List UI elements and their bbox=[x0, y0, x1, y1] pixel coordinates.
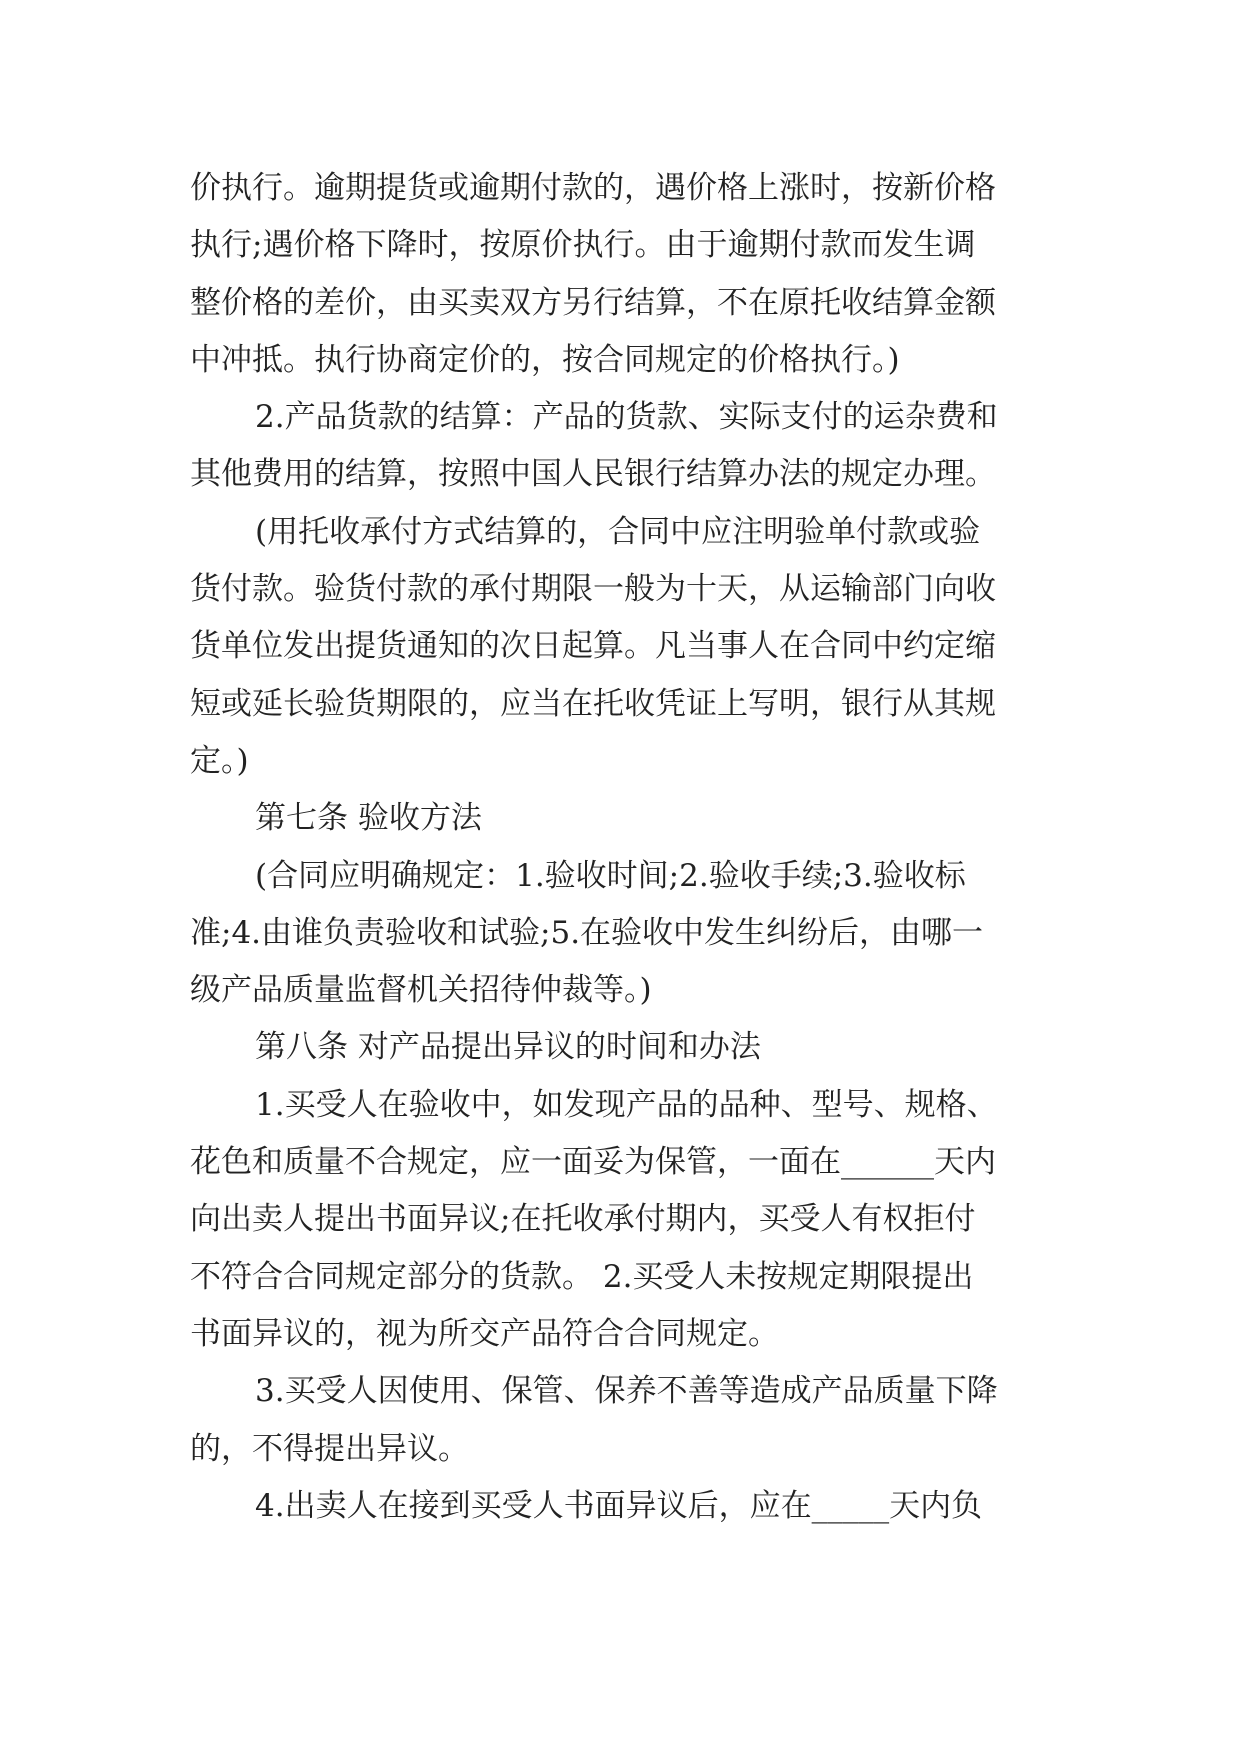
text-line: 不符合合同规定部分的货款。 2.买受人未按规定期限提出 bbox=[190, 1258, 974, 1295]
text-line: 1.买受人在验收中，如发现产品的品种、型号、规格、 bbox=[255, 1086, 998, 1123]
text-line: 第七条 验收方法 bbox=[255, 800, 482, 837]
text-line: (合同应明确规定：1.验收时间;2.验收手续;3.验收标 bbox=[255, 857, 966, 894]
text-line: 定。) bbox=[190, 742, 249, 779]
paragraph bbox=[190, 1363, 1070, 1478]
text-line: 货单位发出提货通知的次日起算。凡当事人在合同中约定缩 bbox=[190, 628, 996, 665]
text-line: 价执行。逾期提货或逾期付款的，遇价格上涨时，按新价格 bbox=[190, 170, 996, 206]
text-line: 级产品质量监督机关招待仲裁等。) bbox=[190, 972, 652, 1009]
text-line: 执行;遇价格下降时，按原价执行。由于逾期付款而发生调 bbox=[190, 227, 976, 264]
text-line: (用托收承付方式结算的，合同中应注明验单付款或验 bbox=[255, 513, 981, 550]
text-line: 4.出卖人在接到买受人书面异议后，应在_____天内负 bbox=[255, 1487, 983, 1524]
text-line: 中冲抵。执行协商定价的，按合同规定的价格执行。) bbox=[190, 341, 900, 378]
paragraph bbox=[190, 1019, 1070, 1076]
paragraph bbox=[190, 848, 1070, 1020]
paragraph bbox=[190, 1077, 1070, 1363]
text-line: 书面异议的，视为所交产品符合合同规定。 bbox=[190, 1315, 779, 1352]
text-line: 第八条 对产品提出异议的时间和办法 bbox=[255, 1029, 761, 1066]
paragraph bbox=[190, 790, 1070, 847]
text-line: 的，不得提出异议。 bbox=[190, 1430, 469, 1467]
paragraph bbox=[190, 389, 1070, 504]
text-line: 花色和质量不合规定，应一面妥为保管，一面在______天内 bbox=[190, 1144, 996, 1181]
text-line: 货付款。验货付款的承付期限一般为十天，从运输部门向收 bbox=[190, 571, 996, 608]
text-line: 短或延长验货期限的，应当在托收凭证上写明，银行从其规 bbox=[190, 685, 996, 722]
text-line: 整价格的差价，由买卖双方另行结算，不在原托收结算金额 bbox=[190, 284, 996, 321]
text-line: 准;4.由谁负责验收和试验;5.在验收中发生纠纷后，由哪一 bbox=[190, 914, 984, 951]
text-line: 2.产品货款的结算：产品的货款、实际支付的运杂费和 bbox=[255, 399, 998, 436]
text-line: 3.买受人因使用、保管、保养不善等造成产品质量下降 bbox=[255, 1373, 998, 1410]
paragraph bbox=[190, 160, 1070, 389]
paragraph bbox=[190, 1478, 1070, 1535]
text-line: 向出卖人提出书面异议;在托收承付期内，买受人有权拒付 bbox=[190, 1201, 976, 1238]
text-line: 其他费用的结算，按照中国人民银行结算办法的规定办理。 bbox=[190, 456, 996, 493]
paragraph bbox=[190, 504, 1070, 790]
document-body bbox=[190, 160, 1070, 1535]
